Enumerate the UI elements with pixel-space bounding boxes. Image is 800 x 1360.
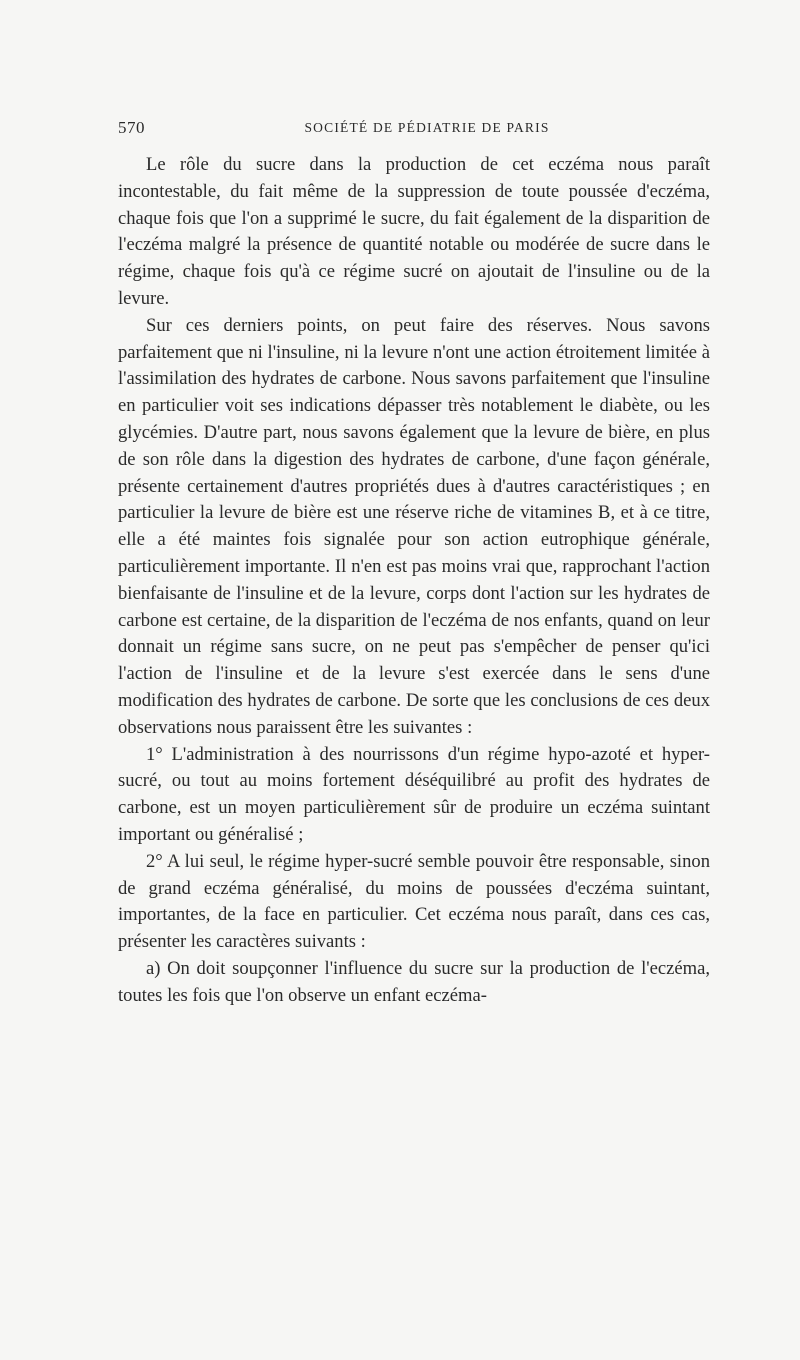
paragraph: Sur ces derniers points, on peut faire des réserves. Nous savons parfaitement que ni l'insuline, ni la levure n'ont une action étroitement limitée à l'assimilation des hydrates de carbone. Nous savons parfaitement que l'insuline en particulier voit ses indications dépasser très notablement le diabète, ou les glycémies. D'autre part, nous savons également que la levure de bière, en plus de son rôle dans la digestion des hydrates de carbone, d'une façon générale, présente certainement d'autres propriétés dues à d'autres caractéristiques ; en particulier la levure de bière est une réserve riche de vitamines B, et à ce titre, elle a été maintes fois signalée pour son action eutrophique générale, particulièrement importante. Il n'en est pas moins vrai que, rapprochant l'action bienfaisante de l'insuline et de la levure, corps dont l'action sur les hydrates de carbone est certaine, de la disparition de l'eczéma de nos enfants, quand on leur donnait un régime sans sucre, on ne peut pas s'empêcher de penser qu'ici l'action de l'insuline et de la levure s'est exercée dans le sens d'une modification des hydrates de carbone. De sorte que les conclusions de ces deux observations nous paraissent être les suivantes :	[118, 314, 710, 738]
paragraph: a) On doit soupçonner l'influence du sucre sur la production de l'eczéma, toutes les fois que l'on observe un enfant eczéma-	[118, 957, 710, 1006]
paragraph: 1° L'administration à des nourrissons d'un régime hypo-azoté et hyper-sucré, ou tout au moins fortement déséquilibré au profit des hydrates de carbone, est un moyen particulièrement sûr de produire un eczéma suintant important ou généralisé ;	[118, 743, 710, 845]
paragraph: Le rôle du sucre dans la production de cet eczéma nous paraît incontestable, du fait même de la suppression de toute poussée d'eczéma, chaque fois que l'on a supprimé le sucre, du fait également de la disparition de l'eczéma malgré la présence de quantité notable ou modérée de sucre dans le régime, chaque fois qu'à ce régime sucré on ajoutait de l'insuline ou de la levure.	[118, 154, 710, 309]
page-number: 570	[118, 118, 145, 137]
paragraph: 2° A lui seul, le régime hyper-sucré semble pouvoir être responsable, sinon de grand eczéma généralisé, du moins de poussées d'eczéma suintant, importantes, de la face en particulier. Cet eczéma nous paraît, dans ces cas, présenter les caractères suivants :	[118, 850, 710, 953]
page-header	[118, 118, 710, 142]
running-head: SOCIÉTÉ DE PÉDIATRIE DE PARIS	[304, 120, 550, 135]
body-text	[118, 152, 710, 1010]
